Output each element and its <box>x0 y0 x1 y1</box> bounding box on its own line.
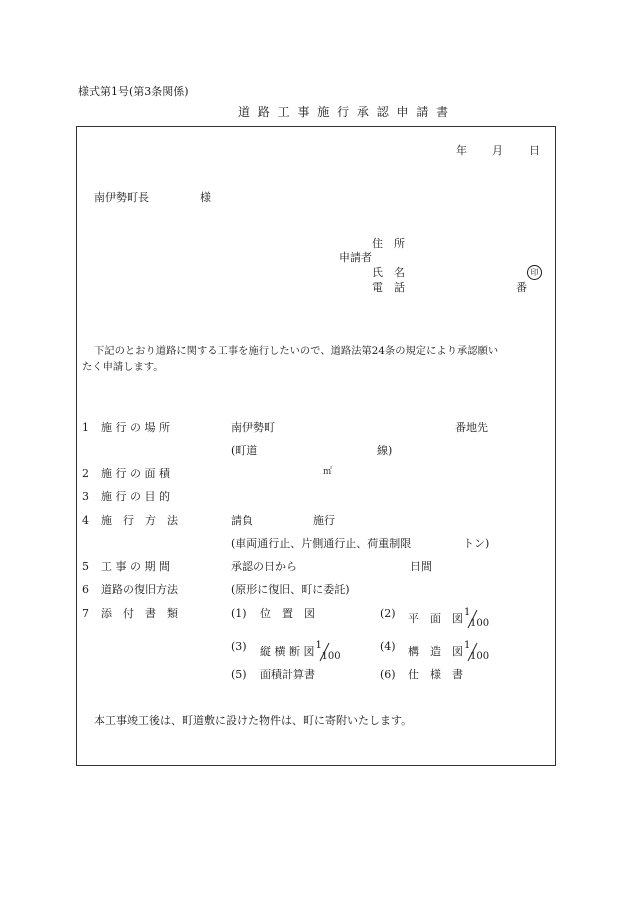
item-label-documents: 添 付 書 類 <box>101 607 178 620</box>
item-number: 5 <box>82 560 89 573</box>
item-label-restoration: 道路の復旧方法 <box>101 583 178 596</box>
doc-number: (3) <box>231 640 247 653</box>
scale-fraction <box>463 640 490 663</box>
doc-number: (1) <box>231 607 247 620</box>
doc-plan-label: 平 面 図 <box>408 612 463 625</box>
period-days: 日間 <box>410 560 432 573</box>
item-number: 3 <box>82 490 89 503</box>
location-value: 南伊勢町 <box>231 421 275 434</box>
applicant-address-label: 住 所 <box>372 237 405 250</box>
item-number: 1 <box>82 421 89 434</box>
scale-numerator: 1 <box>315 640 322 651</box>
statement-line2: たく申請します。 <box>82 361 164 373</box>
doc-specification: 仕 様 書 <box>408 668 463 681</box>
area-unit: ㎡ <box>323 467 333 477</box>
road-open: (町道 <box>231 444 258 457</box>
item-label-location: 施 行 の 場 所 <box>101 421 170 434</box>
doc-number: (5) <box>231 668 247 681</box>
method-execution: 施行 <box>313 514 335 527</box>
form-box <box>76 126 556 766</box>
item-label-area: 施 行 の 面 積 <box>101 467 170 480</box>
scale-fraction <box>463 607 490 630</box>
applicant-phone-suffix: 番 <box>516 281 527 294</box>
scale-denominator: 100 <box>470 618 490 629</box>
scale-denominator: 100 <box>321 651 341 662</box>
doc-location-map: 位 置 図 <box>260 607 315 620</box>
road-close: 線) <box>377 444 393 457</box>
restoration-value: (原形に復旧、町に委託) <box>231 583 350 596</box>
method-contract: 請負 <box>231 514 253 527</box>
item-label-purpose: 施 行 の 目 的 <box>101 490 170 503</box>
scale-numerator: 1 <box>464 607 471 618</box>
item-number: 7 <box>82 607 89 620</box>
addressee-name: 南伊勢町長 <box>94 191 149 204</box>
doc-structure-label: 構 造 図 <box>408 645 463 658</box>
doc-plan <box>408 607 490 630</box>
form-title: 道 路 工 事 施 行 承 認 申 請 書 <box>238 105 451 119</box>
restriction-close: トン) <box>463 537 490 550</box>
doc-number: (6) <box>380 668 396 681</box>
donation-note: 本工事竣工後は、町道敷に設けた物件は、町に寄附いたします。 <box>94 714 413 727</box>
doc-number: (4) <box>380 640 396 653</box>
scale-fraction <box>315 640 341 663</box>
seal-icon: 印 <box>527 265 542 280</box>
doc-number: (2) <box>380 607 396 620</box>
period-from: 承認の日から <box>231 560 297 573</box>
addressee-honorific: 様 <box>200 191 211 204</box>
form-number: 様式第1号(第3条関係) <box>78 85 189 98</box>
applicant-role: 申請者 <box>339 251 372 264</box>
item-label-period: 工 事 の 期 間 <box>101 560 170 573</box>
item-number: 2 <box>82 467 89 480</box>
doc-area-calculation: 面積計算書 <box>260 668 315 681</box>
doc-cross-section-label: 縦 横 断 図 <box>260 645 315 658</box>
item-label-method: 施 行 方 法 <box>101 514 178 527</box>
date-day: 日 <box>529 144 540 157</box>
statement-line1: 下記のとおり道路に関する工事を施行したいので、道路法第24条の規定により承認願い <box>94 345 499 357</box>
doc-structure <box>408 640 490 663</box>
applicant-name-label: 氏 名 <box>372 266 405 279</box>
scale-denominator: 100 <box>470 651 490 662</box>
scale-numerator: 1 <box>464 640 471 651</box>
doc-cross-section <box>260 640 341 663</box>
item-number: 4 <box>82 514 89 527</box>
restriction-open: (車両通行止、片側通行止、荷重制限 <box>231 537 412 550</box>
location-suffix: 番地先 <box>455 421 488 434</box>
date-year: 年 <box>456 144 467 157</box>
date-month: 月 <box>492 144 503 157</box>
item-number: 6 <box>82 583 89 596</box>
applicant-phone-label: 電 話 <box>372 281 405 294</box>
